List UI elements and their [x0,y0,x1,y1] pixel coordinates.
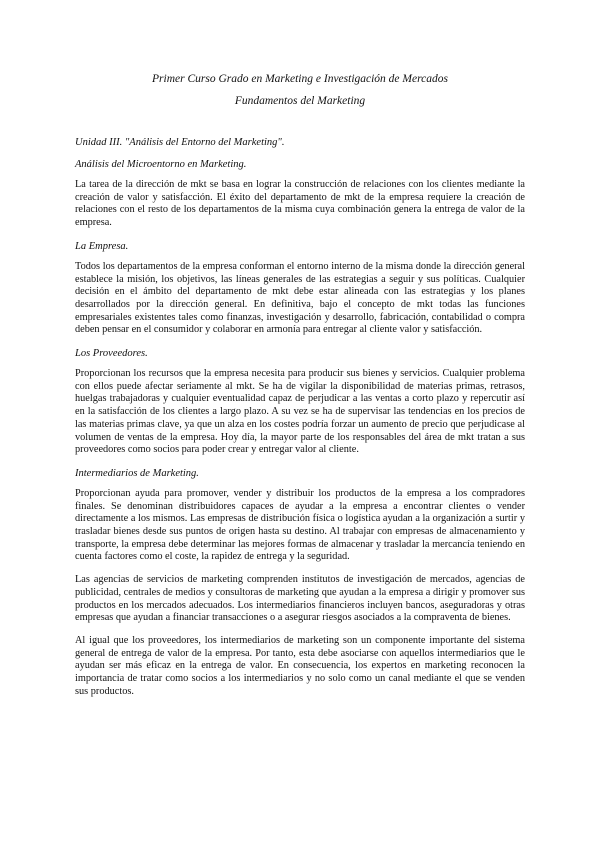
section-heading: Análisis del Microentorno en Marketing. [75,159,247,170]
paragraph: Las agencias de servicios de marketing comprenden institutos de investigación de mercados, agencias de publicidad, centrales de medios y consultoras de marketing que ayudan a la empresa a dirigir y promover sus productos en los mercados adecuados. Los intermediarios financieros incluyen bancos, aseguradoras y otras empresas que ayudan a financiar transacciones o a asegurar riesgos asociados a la compraventa de bienes. [75,574,525,624]
section-heading: Intermediarios de Marketing. [75,467,199,479]
paragraph: La tarea de la dirección de mkt se basa en lograr la construcción de relaciones con los clientes mediante la creación de valor y satisfacción. El éxito del departamento de mkt de la empresa requiere la creación de relaciones con el resto de los departamentos de la misma cuya combinación genera la entrega de valor de la empresa. [75,179,525,229]
section-heading: La Empresa. [75,240,129,252]
section-intermediarios [75,467,525,699]
paragraph: Todos los departamentos de la empresa conforman el entorno interno de la misma donde la dirección general establece la misión, los objetivos, las líneas generales de las estrategias a seguir y sus políticas. Cualquier decisión en el ámbito del departamento de mkt debe estar alineada con las estrategias y los planes desarrollados por la dirección general. En definitiva, bajo el concepto de mkt todas las funciones empresariales existentes tales como finanzas, investigación y desarrollo, fabricación, contabilidad o compra deben pensar en el consumidor y colaborar en armonía para entregar al cliente valor y satisfacción. [75,260,525,336]
section-heading: Los Proveedores. [75,348,148,360]
paragraph: Proporcionan los recursos que la empresa necesita para producir sus bienes y servicios. Cualquier problema con ellos puede afectar seriamente al mkt. Se ha de vigilar la disponibilidad de materias primas, retrasos, huelgas trabajadoras y cualquier eventualidad capaz de perjudicar a las ventas a corto plazo y repercutir así en la satisfacción de los clientes a largo plazo. A su vez se ha de supervisar las tendencias en los precios de las materias primas clave, ya que un alza en los costes podría forzar un aumento de precio que perjudicase al volumen de ventas de la empresa. Hoy día, la mayor parte de los responsables del área de mkt tratan a sus proveedores como socios para poder crear y entregar valor al cliente. [75,368,525,456]
section-microentorno [75,158,525,230]
course-title: Primer Curso Grado en Marketing e Investigación de Mercados [152,73,448,85]
document-header [75,68,525,112]
subject-title: Fundamentos del Marketing [234,95,366,107]
section-empresa [75,240,525,337]
unit-title: Unidad III. "Análisis del Entorno del Marketing". [75,137,285,148]
paragraph: Proporcionan ayuda para promover, vender y distribuir los productos de la empresa a los compradores finales. Se denominan distribuidores capaces de ayudar a la empresa a encontrar clientes o vender directamente a los mismos. Las empresas de distribución física o logística ayudan a la organización a surtir y trasladar bienes desde sus puntos de origen hasta su destino. Al trabajar con empresas de almacenamiento y transporte, la empresa debe determinar las mejores formas de almacenar y trasladar la mercancía teniendo en cuenta factores como el coste, la rapidez de entrega y la seguridad. [75,487,525,563]
section-proveedores [75,347,525,457]
paragraph: Al igual que los proveedores, los intermediarios de marketing son un componente importante del sistema general de entrega de valor de la empresa. Por tanto, esta debe asociarse con aquellos intermediarios que le ayudan ser más eficaz en la entrega de valor. En consecuencia, los expertos en marketing reconocen la importancia de tratar como socios a los intermediarios y no solo como un canal mediante el que se venden sus productos. [75,634,525,697]
